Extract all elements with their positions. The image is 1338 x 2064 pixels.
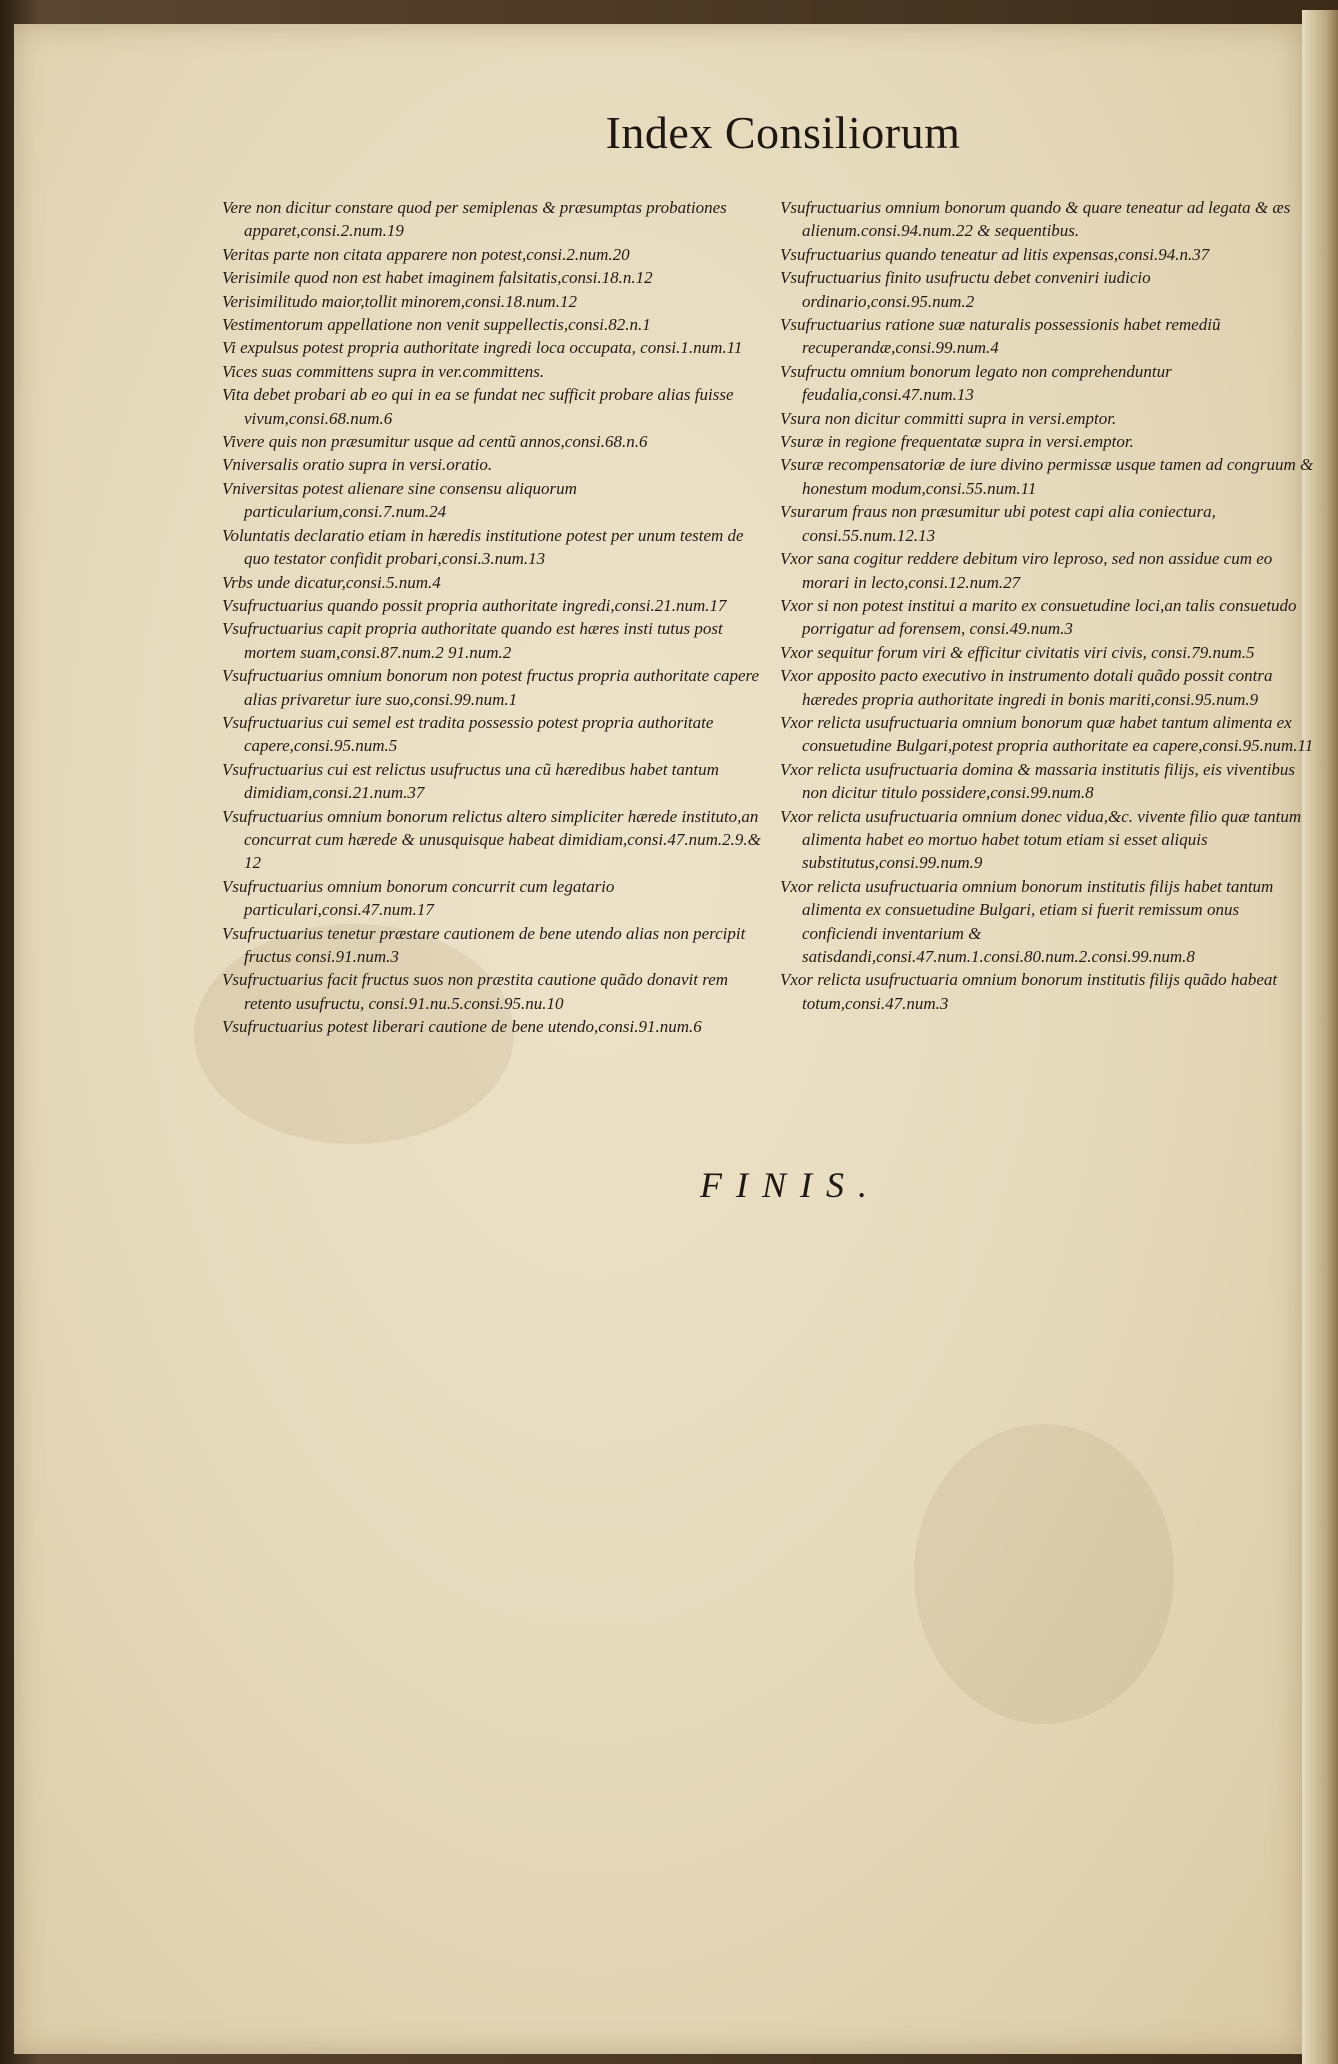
- index-entry: Vxor relicta usufructuaria omnium donec vidua,&c. vivente filio quæ tantum alimenta habet eo mortuo habet totum etiam si esset aliquis substitutus,consi.99.num.9: [780, 806, 1302, 873]
- paper-stain: [914, 1424, 1174, 1724]
- index-entry: Vniversalis oratio supra in versi.oratio.: [222, 455, 493, 475]
- index-entry: Vxor si non potest institui a marito ex consuetudine loci,an talis consuetudo porrigatur ad forensem, consi.49.num.3: [780, 595, 1297, 639]
- index-entry: Veritas parte non citata apparere non potest,consi.2.num.20: [222, 244, 630, 264]
- index-entry: Vsura non dicitur committi supra in versi.emptor.: [780, 408, 1117, 428]
- index-entry: Verisimilitudo maior,tollit minorem,consi.18.num.12: [222, 291, 577, 311]
- index-entry: Vsuræ in regione frequentatæ supra in versi.emptor.: [780, 432, 1134, 452]
- index-entry: Vsufructuarius omnium bonorum quando & quare teneatur ad legata & æs alienum.consi.94.num.22 & sequentibus.: [780, 198, 1291, 241]
- index-column-right: [780, 196, 1318, 1015]
- index-entry: Vsufructuarius cui semel est tradita possessio potest propria authoritate capere,consi.95.num.5: [222, 712, 714, 756]
- index-entry: Voluntatis declaratio etiam in hæredis institutione potest per unum testem de quo testator confidit probari,consi.3.num.13: [222, 525, 744, 569]
- index-entry: Vxor relicta usufructuaria omnium bonorum quæ habet tantum alimenta ex consuetudine Bulgari,potest propria authoritate ea capere,consi.95.num.11: [780, 712, 1314, 756]
- index-entry: Vniversitas potest alienare sine consensu aliquorum particularium,consi.7.num.24: [222, 478, 577, 522]
- index-entry: Vere non dicitur constare quod per semiplenas & præsumptas probationes apparet,consi.2.num.19: [222, 198, 727, 241]
- index-entry: Vrbs unde dicatur,consi.5.num.4: [222, 572, 441, 592]
- index-entry: Vsufructuarius omnium bonorum non potest fructus propria authoritate capere alias privaretur iure suo,consi.99.num.1: [222, 666, 760, 709]
- index-entry: Vestimentorum appellatione non venit suppellectis,consi.82.n.1: [222, 315, 651, 335]
- index-entry: Vita debet probari ab eo qui in ea se fundat nec sufficit probare alias fuisse vivum,consi.68.num.6: [222, 385, 734, 428]
- index-entry: Vsufructuarius quando possit propria authoritate ingredi,consi.21.num.17: [222, 595, 727, 615]
- index-entry: Vsufructuarius ratione suæ naturalis possessionis habet remediũ recuperandæ,consi.99.num.4: [780, 315, 1221, 358]
- index-entry: Vsufructuarius quando teneatur ad litis expensas,consi.94.n.37: [780, 244, 1210, 264]
- index-entry: Vsufructuarius finito usufructu debet conveniri iudicio ordinario,consi.95.num.2: [780, 268, 1151, 311]
- page: [14, 24, 1314, 2054]
- index-entry: Vsufructuarius omnium bonorum concurrit cum legatario particulari,consi.47.num.17: [222, 876, 615, 920]
- index-entry: Vsufructuarius potest liberari cautione de bene utendo,consi.91.num.6: [222, 1017, 702, 1037]
- index-entry: Vsurarum fraus non præsumitur ubi potest capi alia coniectura, consi.55.num.12.13: [780, 502, 1216, 545]
- index-entry: Vsuræ recompensatoriæ de iure divino permissæ usque tamen ad congruum & honestum modum,consi.55.num.11: [780, 455, 1314, 498]
- index-entry: Vxor apposito pacto executivo in instrumento dotali quãdo possit contra hæredes propria authoritate ingredi in bonis mariti,consi.95.num.9: [780, 666, 1273, 709]
- index-entry: Vsufructuarius omnium bonorum relictus altero simpliciter hærede instituto,an concurrat cum hærede & unusquisque habeat dimidiam,consi.47.num.2.9.& 12: [222, 806, 761, 873]
- index-entry: Vsufructu omnium bonorum legato non comprehenduntur feudalia,consi.47.num.13: [780, 361, 1172, 405]
- index-entry: Vsufructuarius tenetur præstare cautionem de bene utendo alias non percipit fructus consi.91.num.3: [222, 923, 746, 966]
- index-entry: Vi expulsus potest propria authoritate ingredi loca occupata, consi.1.num.11: [222, 338, 743, 358]
- page-title: Index Consiliorum: [605, 107, 961, 158]
- index-entry: Vsufructuarius cui est relictus usufructus una cũ hæredibus habet tantum dimidiam,consi.21.num.37: [222, 759, 719, 803]
- finis-text: FINIS.: [700, 1165, 881, 1205]
- index-entry: Vxor sana cogitur reddere debitum viro leproso, sed non assidue cum eo morari in lecto,consi.12.num.27: [780, 549, 1273, 592]
- index-entry: Vsufructuarius capit propria authoritate quando est hæres insti tutus post mortem suam,consi.87.num.2 91.num.2: [222, 619, 723, 662]
- index-column-left: [222, 196, 770, 1039]
- index-entry: Verisimile quod non est habet imaginem falsitatis,consi.18.n.12: [222, 268, 653, 288]
- index-entry: Vxor relicta usufructuaria omnium bonorum institutis filijs habet tantum alimenta ex consuetudine Bulgari, etiam si fuerit remissum onus conficiendi inventarium & satisdandi,consi.47.num.1.consi.80.num.2.consi.99.num.8: [780, 876, 1274, 966]
- index-entry: Vxor relicta usufructuaria domina & massaria institutis filijs, eis viventibus non dicitur titulo possidere,consi.99.num.8: [780, 759, 1296, 803]
- index-entry: Vxor relicta usufructuaria omnium bonorum institutis filijs quãdo habeat totum,consi.47.num.3: [780, 970, 1278, 1013]
- index-entry: Vices suas committens supra in ver.committens.: [222, 361, 545, 381]
- index-entry: Vxor sequitur forum viri & efficitur civitatis viri civis, consi.79.num.5: [780, 642, 1255, 662]
- index-entry: Vivere quis non præsumitur usque ad centũ annos,consi.68.n.6: [222, 432, 648, 452]
- index-entry: Vsufructuarius facit fructus suos non præstita cautione quãdo donavit rem retento usufructu, consi.91.nu.5.consi.95.nu.10: [222, 970, 729, 1013]
